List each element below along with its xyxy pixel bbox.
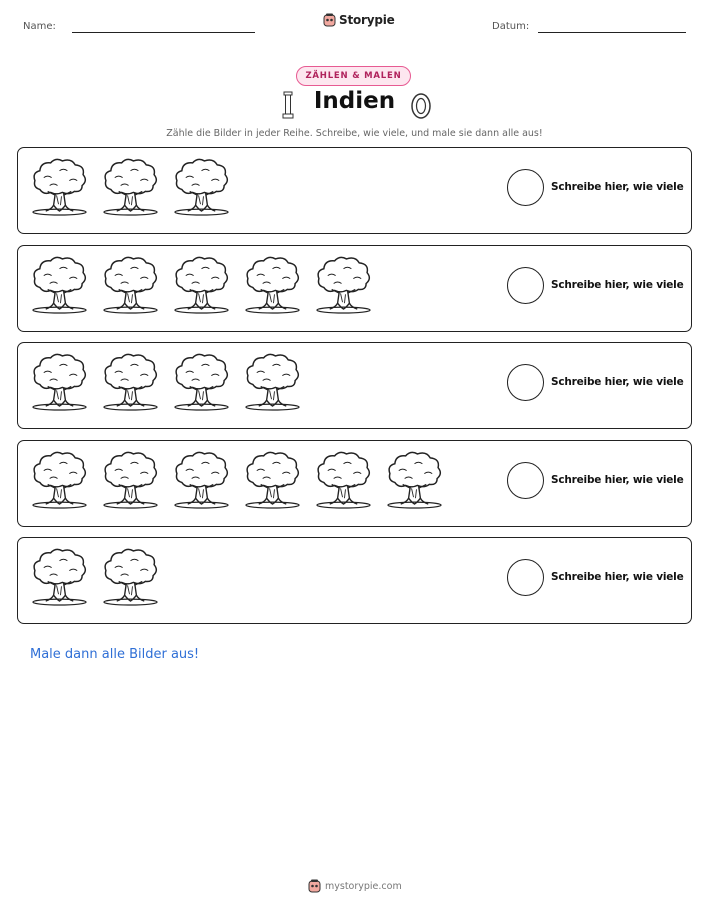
banyan-tree-icon [243,254,302,315]
banyan-tree-icon [101,546,160,607]
banyan-tree-icon [30,351,89,412]
banyan-tree-icon [30,546,89,607]
footer [308,879,402,893]
name-label: Name: [23,21,56,32]
answer-label: Schreibe hier, wie viele [551,279,684,291]
answer-circle[interactable] [507,462,544,499]
footer-url: mystorypie.com [325,880,402,892]
date-field-line[interactable] [538,32,686,33]
counting-row-1 [17,147,692,234]
tree-group [30,449,444,510]
answer-label: Schreibe hier, wie viele [551,376,684,388]
counting-row-4 [17,440,692,527]
banyan-tree-icon [101,254,160,315]
banyan-tree-icon [172,254,231,315]
answer-circle[interactable] [507,364,544,401]
banyan-tree-icon [243,449,302,510]
answer-label: Schreibe hier, wie viele [551,571,684,583]
counting-row-5 [17,537,692,624]
storypie-logo-icon [323,13,336,27]
banyan-tree-icon [101,351,160,412]
tree-group [30,351,302,412]
answer-circle[interactable] [507,267,544,304]
banyan-tree-icon [101,449,160,510]
tree-group [30,546,160,607]
coloring-note: Male dann alle Bilder aus! [30,647,200,662]
banyan-tree-icon [172,449,231,510]
zero-outline-icon [410,92,432,120]
answer-label: Schreibe hier, wie viele [551,474,684,486]
banyan-tree-icon [30,449,89,510]
answer-label: Schreibe hier, wie viele [551,181,684,193]
date-label: Datum: [492,21,530,32]
banyan-tree-icon [385,449,444,510]
name-field-line[interactable] [72,32,255,33]
storypie-logo-icon [308,879,321,893]
tree-group [30,156,231,217]
banyan-tree-icon [314,254,373,315]
banyan-tree-icon [243,351,302,412]
answer-circle[interactable] [507,559,544,596]
banyan-tree-icon [30,156,89,217]
banyan-tree-icon [172,351,231,412]
category-badge: ZÄHLEN & MALEN [296,66,411,86]
tree-group [30,254,373,315]
counting-row-3 [17,342,692,429]
banyan-tree-icon [314,449,373,510]
banyan-tree-icon [101,156,160,217]
instruction-text: Zähle die Bilder in jeder Reihe. Schreibe, wie viele, und male sie dann alle aus! [166,128,543,139]
brand [323,13,395,27]
brand-name: Storypie [339,13,395,27]
banyan-tree-icon [30,254,89,315]
banyan-tree-icon [172,156,231,217]
answer-circle[interactable] [507,169,544,206]
page-title: Indien [313,88,396,114]
counting-row-2 [17,245,692,332]
